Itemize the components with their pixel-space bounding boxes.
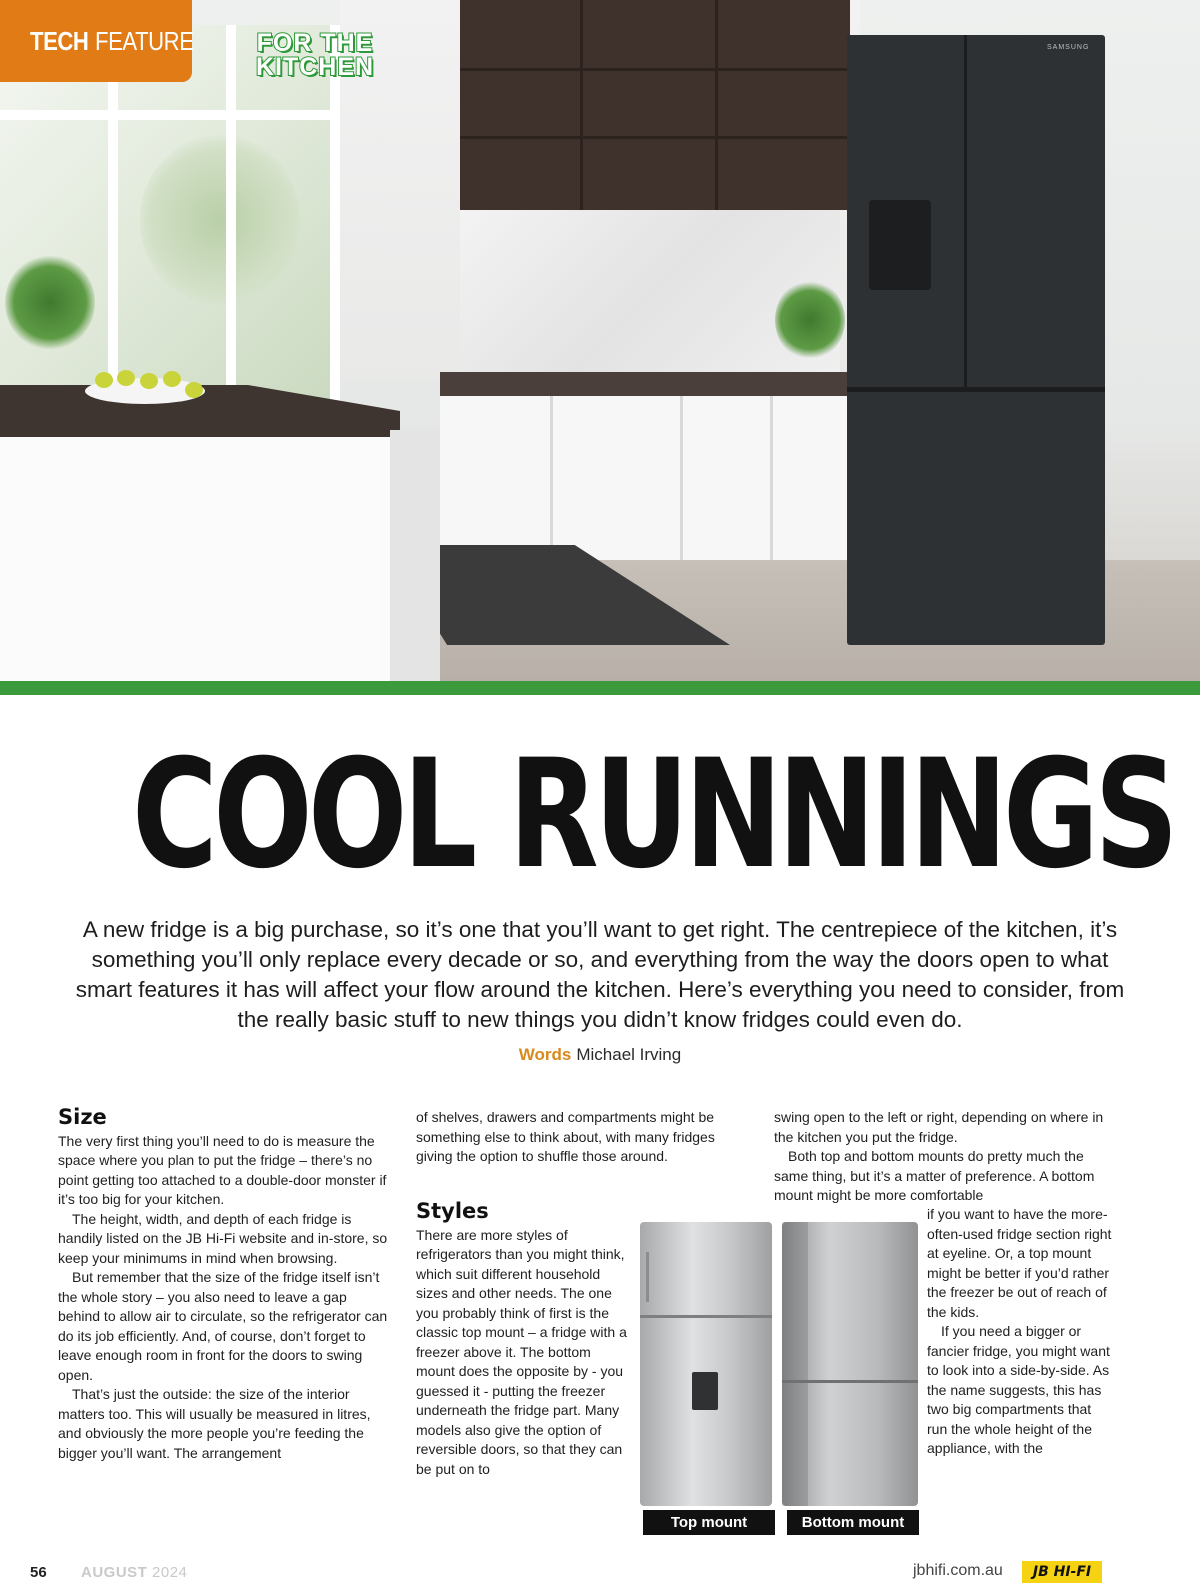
kitchen-island: [0, 437, 390, 687]
column-3-lower: [927, 1205, 1112, 1459]
hero-fridge: [847, 35, 1105, 645]
column-2-lower: [416, 1199, 628, 1479]
jb-hifi-logo: JB HI-FI: [1022, 1561, 1102, 1583]
lemon-bowl: [85, 378, 205, 404]
plant-left: [5, 255, 95, 350]
column-2-top: [416, 1108, 728, 1167]
byline-label: Words: [518, 1045, 572, 1064]
section-tag-regular: FEATURE: [94, 25, 194, 56]
size-paragraph-continued: of shelves, drawers and compartments might be something else to think about, with many fridges giving the option to shuffle those around.: [416, 1109, 715, 1164]
website-link[interactable]: jbhifi.com.au: [913, 1562, 1003, 1579]
size-paragraph-2: The height, width, and depth of each fridge is handily listed on the JB Hi-Fi website and in-store, so keep your minimums in mind when browsing.: [58, 1210, 388, 1266]
section-tag-bold: TECH: [30, 25, 89, 56]
byline: [0, 1045, 1200, 1065]
hero-kitchen-photo: [0, 0, 1200, 695]
fridge-brand-label: SAMSUNG: [1047, 44, 1090, 51]
top-mount-caption: Top mount: [643, 1510, 775, 1535]
issue-year: 2024: [152, 1564, 188, 1581]
article-headline: COOL RUNNINGS: [132, 728, 1174, 902]
styles-paragraph-1: There are more styles of refrigerators than you might think, which suit different household sizes and other needs. The one you probably think of first is the classic top mount – a fridge with a freezer above it. The bottom mount does the opposite by - you guessed it - putting the freezer underneath the fridge part. Many models also give the option of reversible doors, so that they can be put on to: [416, 1226, 627, 1477]
green-divider-bar: [0, 681, 1200, 695]
top-mount-fridge-image: [640, 1222, 772, 1506]
article-intro: A new fridge is a big purchase, so it’s one that you’ll want to get right. The centrepiece of the kitchen, it’s something you’ll only replace every decade or so, and everything from the way the doors open to what smart features it has will affect your flow around the kitchen. Here’s everything you need to consider, from the really basic stuff to new things you didn’t know fridges could even do.: [75, 917, 1125, 1032]
section-tag: [0, 0, 192, 82]
bottom-mount-caption: Bottom mount: [787, 1510, 919, 1535]
size-paragraph-1: The very first thing you’ll need to do is measure the space where you plan to put the fridge – there’s no point getting too attached to a double-door monster if it’s too big for your kitchen.: [58, 1132, 387, 1207]
bottom-mount-fridge-image: [782, 1222, 918, 1506]
page-number: 56: [30, 1564, 47, 1581]
plant-right: [775, 280, 845, 360]
size-heading: Size: [58, 1105, 107, 1129]
styles-paragraph-2-top: Both top and bottom mounts do pretty much the same thing, but it’s a matter of preference. A bottom mount might be more comfortable: [774, 1148, 1095, 1203]
styles-paragraph-1-continued: swing open to the left or right, depending on where in the kitchen you put the fridge.: [774, 1109, 1104, 1145]
styles-paragraph-2-rest: if you want to have the more-often-used fridge section right at eyeline. Or, a top mount might be better if you’d rather the freezer be out of reach of the kids.: [927, 1206, 1112, 1320]
upper-cabinets: [460, 0, 850, 210]
issue-month: AUGUST: [81, 1564, 148, 1581]
size-paragraph-4: That’s just the outside: the size of the interior matters too. This will usually be measured in litres, and obviously the more people you’re feeding the bigger you’ll want. The arrangement: [58, 1386, 371, 1461]
column-1: [58, 1105, 388, 1463]
size-paragraph-3: But remember that the size of the fridge itself isn’t the whole story – you also need to leave a gap behind to allow air to circulate, so the refrigerator can do its job efficiently. And, of course, don’t forget to leave enough room in front for the doors to swing open.: [58, 1269, 388, 1383]
column-3-top: [774, 1108, 1110, 1206]
kitchen-tag-line1: FOR THE: [256, 29, 374, 57]
for-the-kitchen-tag: [225, 31, 405, 79]
byline-author: Michael Irving: [576, 1045, 682, 1064]
issue-date: [81, 1564, 187, 1581]
styles-heading: Styles: [416, 1199, 489, 1223]
kitchen-tag-line2: KITCHEN: [255, 53, 375, 81]
water-dispenser: [869, 200, 931, 290]
styles-paragraph-3: If you need a bigger or fancier fridge, you might want to look into a side-by-side. As the name suggests, this has two big compartments that run the whole height of the appliance, with the: [927, 1323, 1110, 1456]
kitchen-window: [0, 25, 340, 420]
